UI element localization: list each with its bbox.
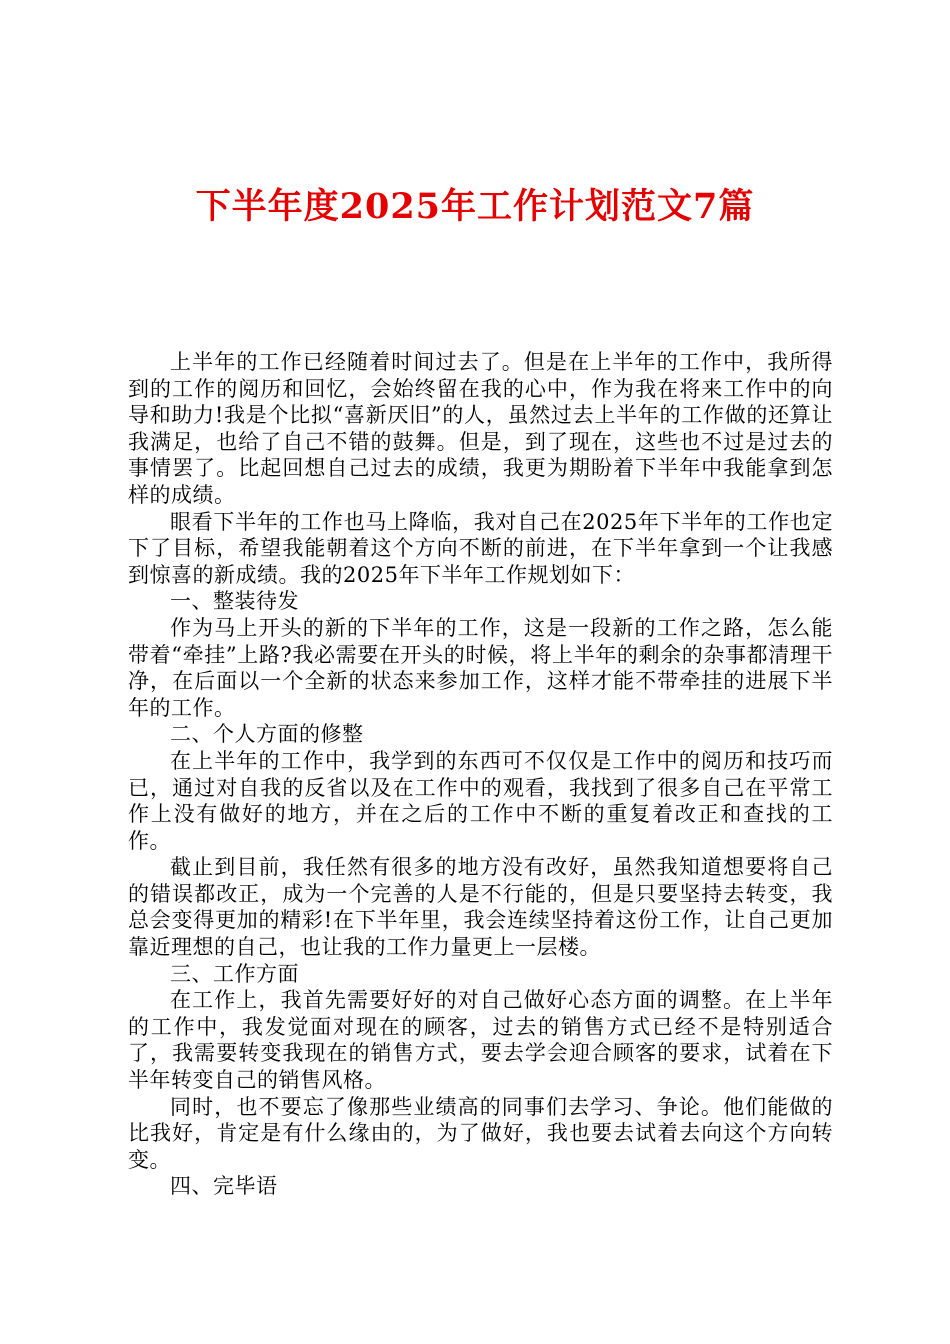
document-title: 下半年度2025年工作计划范文7篇 [195,186,755,227]
paragraph-section-2a: 在上半年的工作中，我学到的东西可不仅仅是工作中的阅历和技巧而已，通过对自我的反省以及在工作中的观看，我找到了很多自己在平常工作上没有做好的地方，并在之后的工作中不断的重复着改正和查找的工作。 [128,748,833,853]
paragraph-goal: 眼看下半年的工作也马上降临，我对自己在2025年下半年的工作也定下了目标，希望我能朝着这个方向不断的前进，在下半年拿到一个让我感到惊喜的新成绩。我的2025年下半年工作规划如下： [128,509,833,587]
section-heading-4: 四、完毕语 [170,1174,278,1199]
section-heading-3: 三、工作方面 [170,961,299,986]
paragraph-section-2b: 截止到目前，我任然有很多的地方没有改好，虽然我知道想要将自己的错误都改正，成为一个完善的人是不行能的，但是只要坚持去转变，我总会变得更加的精彩!在下半年里，我会连续坚持着这份工作，让自己更加靠近理想的自己，也让我的工作力量更上一层楼。 [128,855,833,960]
section-heading-2: 二、个人方面的修整 [170,722,364,747]
paragraph-intro: 上半年的工作已经随着时间过去了。但是在上半年的工作中，我所得到的工作的阅历和回忆，会始终留在我的心中，作为我在将来工作中的向导和助力!我是个比拟“喜新厌旧”的人，虽然过去上半年的工作做的还算让我满足，也给了自己不错的鼓舞。但是，到了现在，这些也不过是过去的事情罢了。比起回想自己过去的成绩，我更为期盼着下半年中我能拿到怎样的成绩。 [128,350,833,507]
paragraph-section-1: 作为马上开头的新的下半年的工作，这是一段新的工作之路，怎么能带着“牵挂”上路?我必需要在开头的时候，将上半年的剩余的杂事都清理干净，在后面以一个全新的状态来参加工作，这样才能不带牵挂的进展下半年的工作。 [128,615,833,720]
paragraph-section-3a: 在工作上，我首先需要好好的对自己做好心态方面的调整。在上半年的工作中，我发觉面对现在的顾客，过去的销售方式已经不是特别适合了，我需要转变我现在的销售方式，要去学会迎合顾客的要求，试着在下半年转变自己的销售风格。 [128,988,833,1093]
section-heading-1: 一、整装待发 [170,589,299,614]
document-body [128,349,833,1200]
paragraph-section-3b: 同时，也不要忘了像那些业绩高的同事们去学习、争论。他们能做的比我好，肯定是有什么缘由的，为了做好，我也要去试着去向这个方向转变。 [128,1094,833,1172]
